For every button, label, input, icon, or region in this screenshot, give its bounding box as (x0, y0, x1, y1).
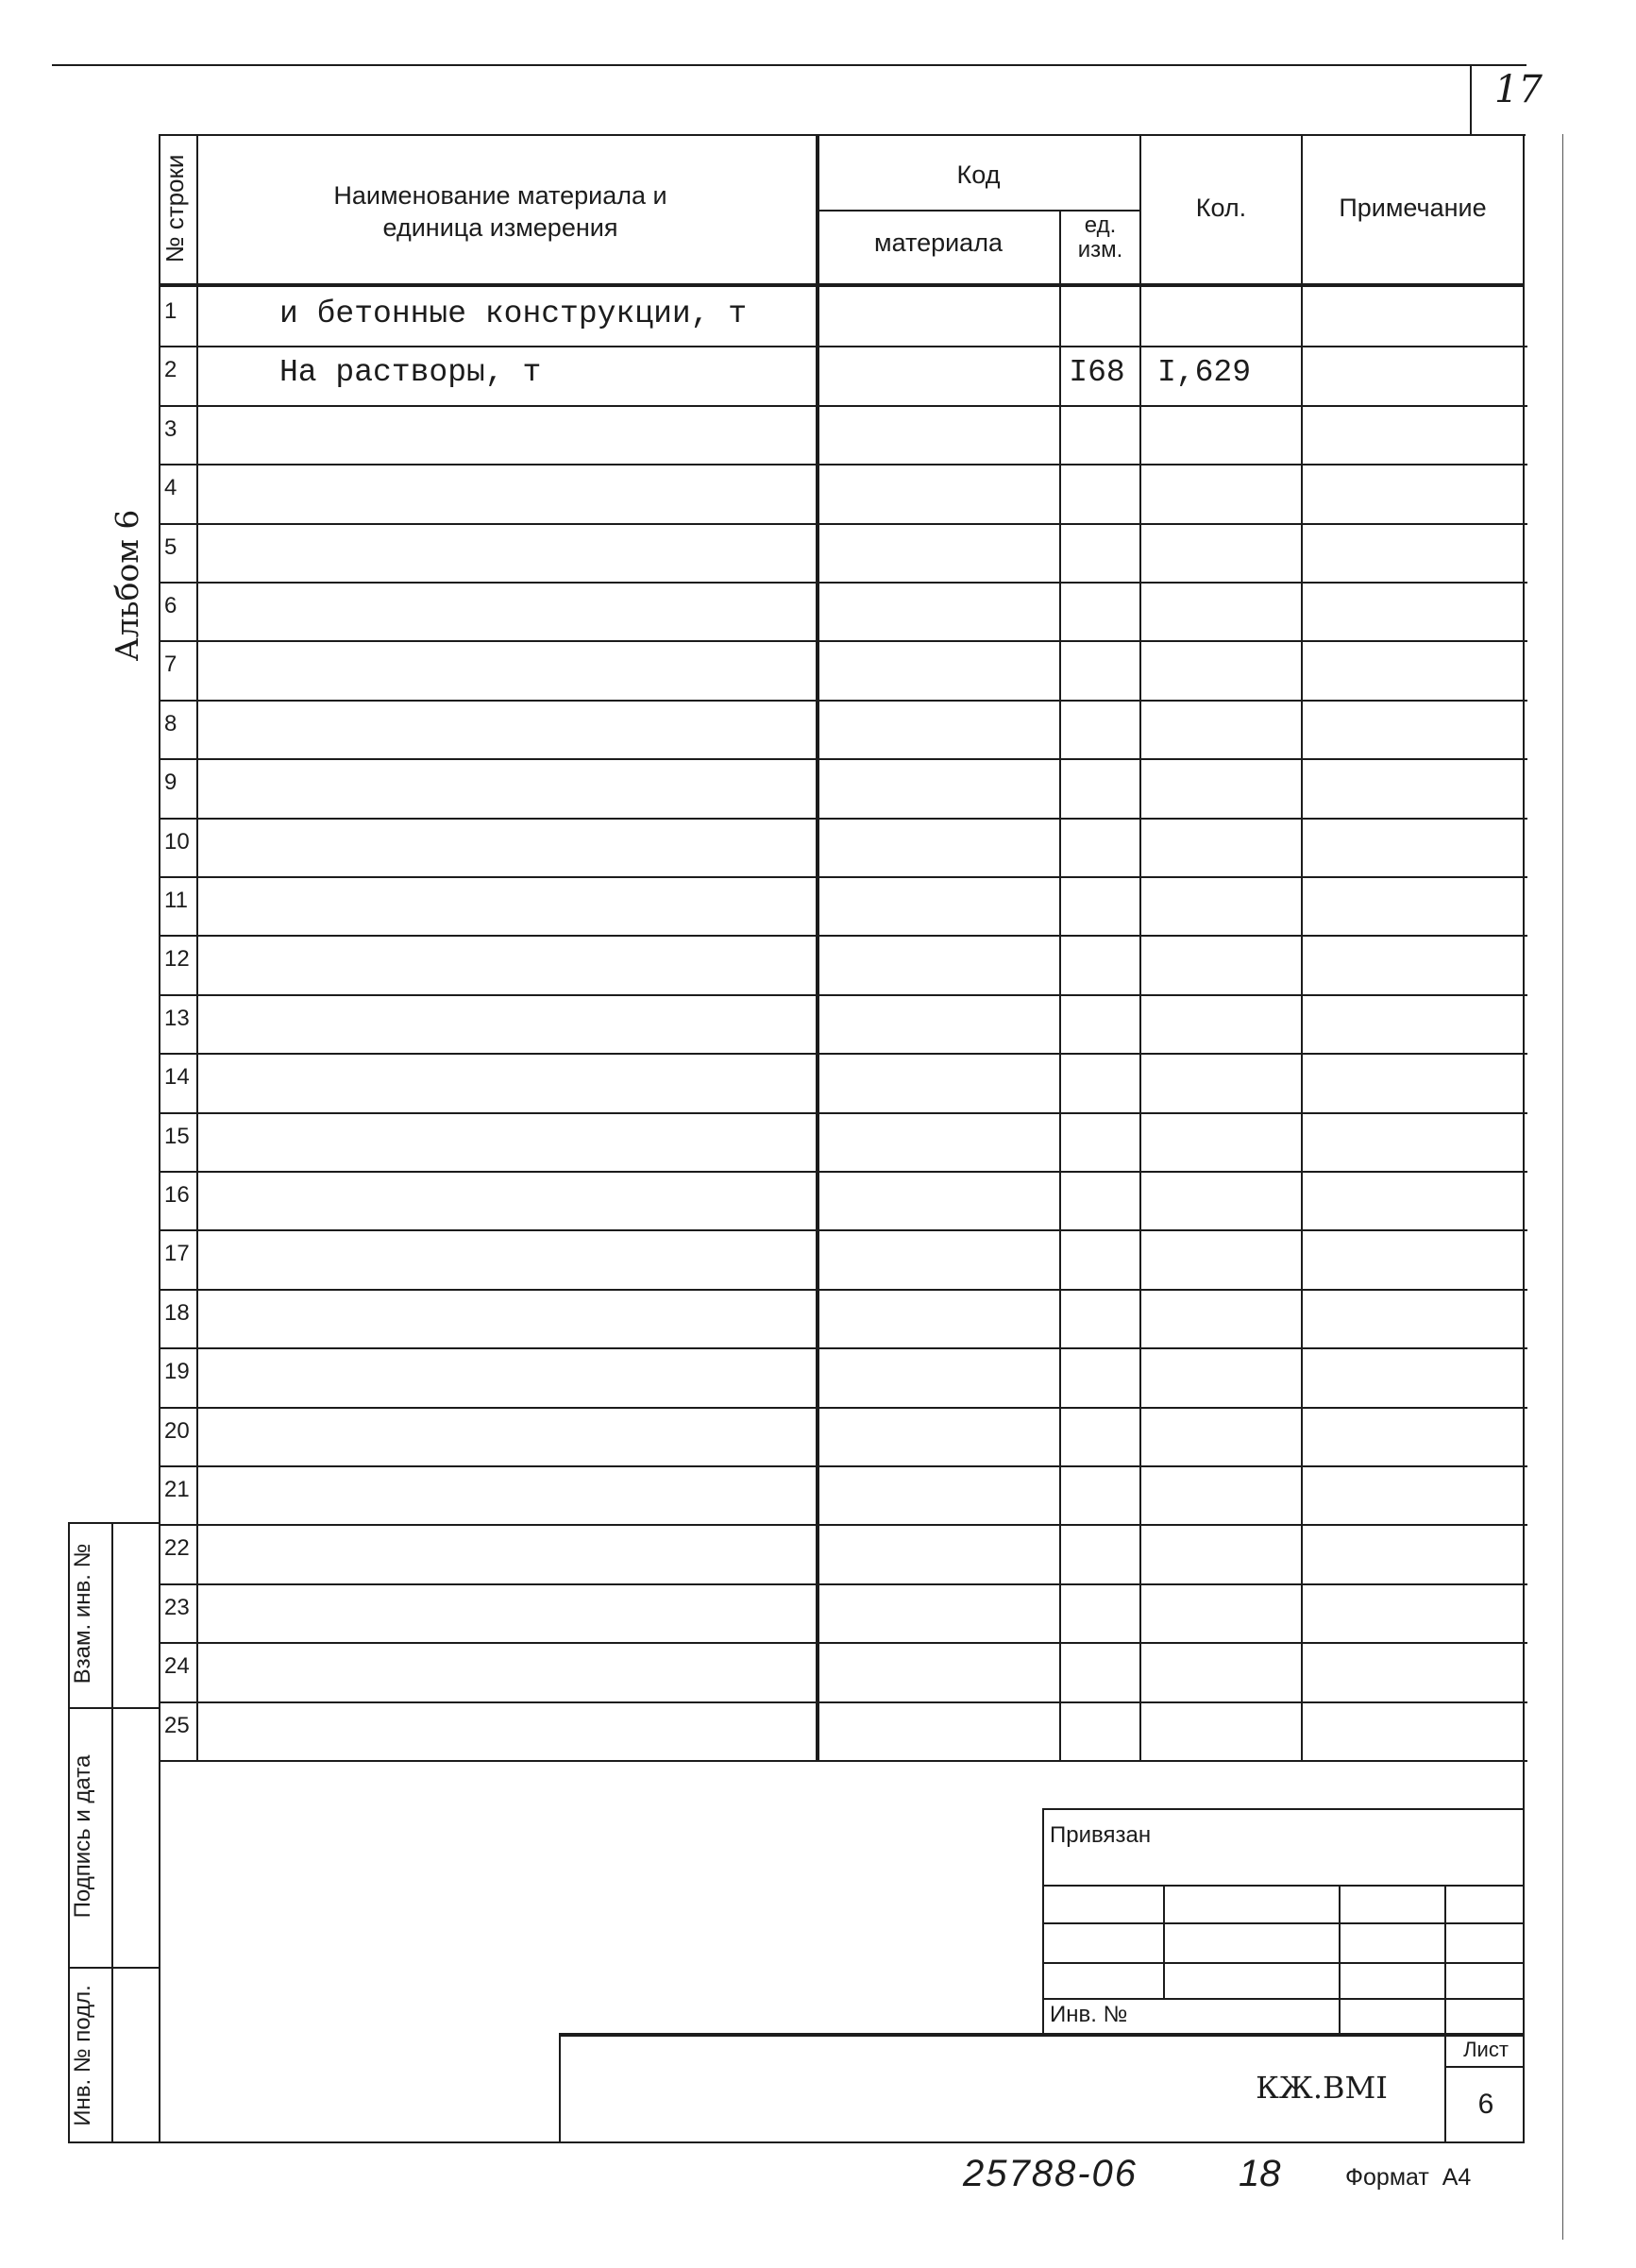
stamp-inner-edge (111, 1522, 113, 2143)
table-row (159, 1409, 1527, 1467)
header-unit: ед. изм. (1077, 212, 1123, 262)
table-row (159, 937, 1527, 995)
footer-format: Формат А4 (1345, 2164, 1472, 2191)
table-row (159, 820, 1527, 878)
row-number: 21 (164, 1477, 190, 1502)
table-row (159, 1467, 1527, 1526)
tb-sheet-no: 6 (1477, 2089, 1494, 2120)
row-number: 12 (164, 946, 190, 973)
table-row (159, 1644, 1527, 1702)
top-border-line (52, 64, 1526, 66)
tb-inv-no: Инв. № (1050, 2002, 1128, 2027)
row-number: 16 (164, 1182, 190, 1208)
table-row (159, 525, 1527, 584)
frame-top (159, 134, 1526, 136)
materials-table-body (159, 289, 1527, 1762)
table-row (159, 760, 1527, 819)
footer-page-no: 18 (1239, 2153, 1281, 2194)
tb-vline-2 (1339, 1885, 1341, 2035)
footer-project-no: 25788-06 (963, 2153, 1138, 2194)
row-number: 8 (164, 710, 177, 736)
frame-bottom (68, 2141, 1525, 2143)
header-note: Примечание (1339, 194, 1487, 222)
table-row (159, 996, 1527, 1055)
table-row (159, 584, 1527, 642)
row-number: 2 (164, 357, 177, 383)
table-row (159, 407, 1527, 465)
table-row (159, 1526, 1527, 1584)
row-number: 6 (164, 593, 177, 618)
stamp-inv-orig: Инв. № подл. (70, 1985, 95, 2126)
tb-sheet-label: Лист (1463, 2038, 1509, 2061)
table-row (159, 1173, 1527, 1231)
row-quantity: I,629 (1157, 355, 1252, 391)
row-number: 14 (164, 1064, 190, 1091)
table-row (159, 642, 1527, 701)
table-row (159, 1231, 1527, 1290)
row-number: 15 (164, 1123, 190, 1149)
table-row (159, 1585, 1527, 1644)
tb-line-4 (1042, 1998, 1525, 2000)
row-number: 18 (164, 1299, 190, 1326)
row-number: 23 (164, 1594, 190, 1620)
row-number: 13 (164, 1005, 190, 1031)
row-number: 11 (164, 888, 188, 913)
table-row (159, 1703, 1527, 1762)
table-row (159, 1055, 1527, 1113)
table-row (159, 1349, 1527, 1408)
table-row (159, 702, 1527, 760)
tb-line-3 (1042, 1962, 1525, 1964)
table-row (159, 1114, 1527, 1173)
row-number: 19 (164, 1359, 190, 1385)
header-name: Наименование материала и единица измерения (333, 181, 667, 242)
tb-attached: Привязан (1050, 1822, 1152, 1848)
row-number: 9 (164, 770, 177, 796)
album-label: Альбом 6 (109, 509, 145, 662)
far-right-margin-line (1562, 134, 1563, 2240)
table-row (159, 289, 1527, 347)
header-row-no: № строки (160, 154, 189, 263)
row-material-name: На растворы, т (279, 355, 542, 391)
header-bottom-line (159, 283, 1525, 287)
header-material: материала (874, 228, 1003, 257)
stamp-replace-inv: Взам. инв. № (70, 1543, 95, 1684)
row-number: 22 (164, 1535, 190, 1562)
tb-bottom-top (559, 2033, 1525, 2037)
row-number: 20 (164, 1417, 190, 1444)
row-number: 10 (164, 828, 190, 855)
tb-vline-1 (1163, 1885, 1165, 1998)
tb-line-2 (1042, 1922, 1525, 1924)
stamp-sign-date: Подпись и дата (70, 1754, 95, 1919)
stamp-sep-1 (68, 1707, 159, 1709)
tb-left (1042, 1808, 1044, 2035)
tb-sheet-sep (1444, 2066, 1525, 2068)
row-number: 17 (164, 1241, 190, 1267)
tb-bottom-left (559, 2033, 561, 2143)
table-row (159, 465, 1527, 524)
row-number: 3 (164, 415, 177, 442)
header-qty: Кол. (1195, 194, 1247, 222)
table-row (159, 347, 1527, 406)
table-row (159, 1291, 1527, 1349)
row-number: 4 (164, 475, 177, 501)
row-unit-code: I68 (1069, 355, 1125, 391)
row-number: 5 (164, 533, 177, 560)
tb-line-1 (1042, 1885, 1525, 1887)
row-material-name: и бетонные конструкции, т (279, 296, 748, 331)
tb-doc-code: КЖ.ВМI (1256, 2070, 1388, 2106)
table-row (159, 878, 1527, 937)
row-number: 7 (164, 652, 177, 678)
corner-number: 17 (1494, 68, 1543, 111)
tb-vline-3 (1444, 1885, 1446, 2143)
row-number: 25 (164, 1712, 190, 1738)
tb-top (1042, 1808, 1525, 1810)
code-subheader-line (818, 210, 1139, 212)
row-number: 1 (164, 298, 177, 324)
row-number: 24 (164, 1653, 190, 1680)
corner-box-left (1470, 64, 1472, 136)
header-code: Код (956, 161, 1001, 189)
